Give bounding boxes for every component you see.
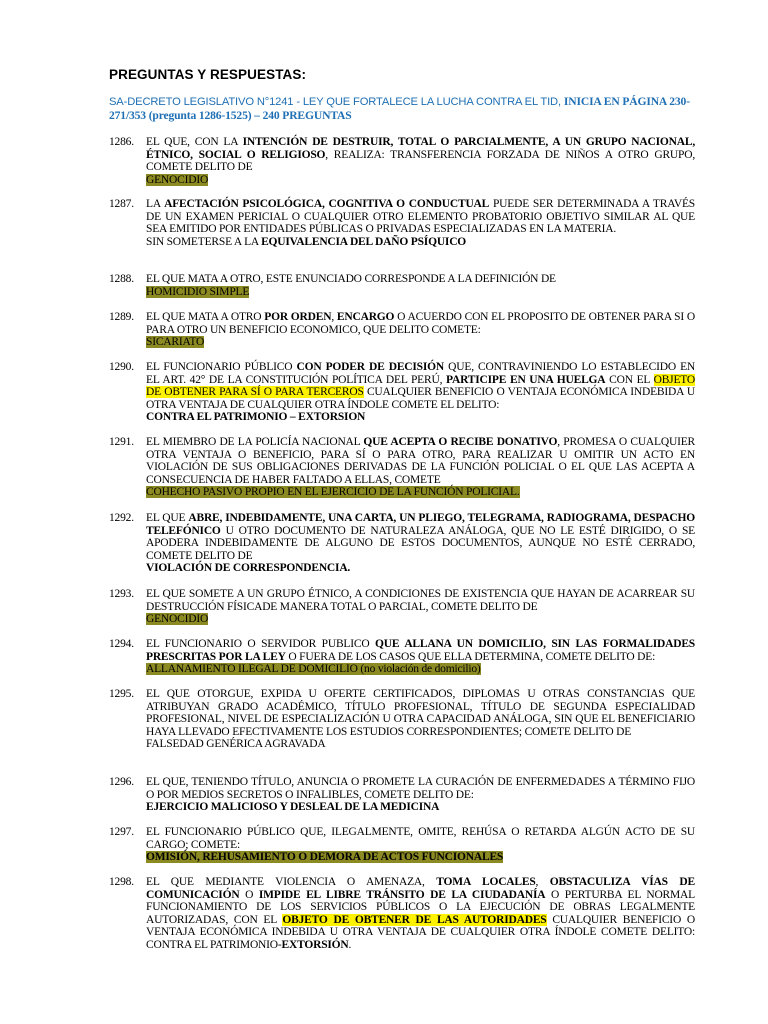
text-run: O — [239, 888, 259, 901]
text-run: O FUERA DE LOS CASOS QUE ELLA DETERMINA, COMETE DELITO DE: — [285, 650, 656, 663]
text-run: EL QUE MATA A OTRO, ESTE ENUNCIADO CORRESPONDE A LA DEFINICIÓN DE — [146, 273, 556, 285]
question-text — [146, 776, 695, 801]
question-1296 — [109, 776, 695, 814]
bold-run: ABRE, INDEBIDAMENTE, UNA CARTA, UN PLIEGO, TELEGRAMA, RADIOGRAMA, DESPACHO TELEFÓNICO — [146, 512, 696, 537]
answer-highlight: SICARIATO — [146, 336, 205, 349]
text-run: CUALQUIER BENEFICIO O VENTAJA ECONÓMICA INDEBIDA U OTRA VENTAJA DE CUALQUIER OTRA ÍNDOLE COMETE DELITO: CONTRA EL PATRIMONIO- — [146, 913, 695, 951]
text-run: , PROMESA O CUALQUIER OTRA VENTAJA O BENEFICIO, PARA SÍ O PARA OTRO, PARA REALIZAR U OMITIR UN ACTO EN VIOLACIÓN DE SUS OBLIGACIONES DERIVADAS DE LA FUNCIÓN POLICIAL O EL QUE LAS ACEPTA A CONSECUENCIA DE HABER FALTADO A ELLAS, COMETE — [146, 436, 695, 486]
question-1287 — [109, 198, 695, 248]
question-number: 1294. — [109, 638, 134, 650]
question-text — [146, 876, 695, 952]
section-subtitle — [109, 95, 695, 123]
text-run: QUE, CONTRAVINIENDO LO ESTABLECIDO EN EL ART. 42° DE LA CONSTITUCIÓN POLÍTICA DEL PERÚ, — [146, 361, 695, 386]
text-run: EL QUE MEDIANTE VIOLENCIA O AMENAZA, — [146, 876, 437, 888]
subtitle-bold-text: INICIA EN PÁGINA 230-271/353 (pregunta 1286-1525) – 240 PREGUNTAS — [109, 95, 690, 122]
subtitle-text: SA-DECRETO LEGISLATIVO N°1241 - LEY QUE FORTALECE LA LUCHA CONTRA EL TID, — [109, 96, 564, 108]
text-run: EL FUNCIONARIO O SERVIDOR PUBLICO — [146, 638, 376, 650]
question-number: 1288. — [109, 273, 134, 285]
bold-run: PARTICIPE EN UNA HUELGA — [446, 373, 606, 386]
question-1290 — [109, 361, 695, 424]
question-number: 1293. — [109, 588, 134, 600]
text-run: EL QUE MATA A OTRO — [146, 311, 265, 323]
question-answer — [146, 236, 695, 249]
text-run: O PERTURBA EL NORMAL FUNCIONAMIENTO DE LOS SERVICIOS PÚBLICOS O LA EJECUCIÓN DE OBRAS LEGALMENTE AUTORIZADAS, CON EL — [146, 888, 695, 926]
text-run: , REALIZA: TRANSFERENCIA FORZADA DE NIÑOS A OTRO GRUPO, COMETE DELITO DE — [146, 148, 695, 174]
question-text — [146, 436, 695, 486]
question-text — [146, 688, 695, 738]
question-1298 — [109, 876, 695, 952]
text-run: CUALQUIER BENEFICIO O VENTAJA ECONÓMICA INDEBIDA U OTRA VENTAJA DE CUALQUIER OTRA ÍNDOLE COMETE EL DELITO: — [146, 386, 695, 411]
question-answer — [146, 613, 695, 626]
question-text — [146, 638, 695, 663]
answer-highlight: HOMICIDIO SIMPLE — [146, 285, 250, 298]
yellow-highlight: OBJETO DE OBTENER DE LAS AUTORIDADES — [282, 913, 547, 926]
question-1293 — [109, 588, 695, 626]
answer-highlight: GENOCIDIO — [146, 173, 209, 186]
text-run: U OTRO DOCUMENTO DE NATURALEZA ANÁLOGA, QUE NO LE ESTÉ DIRIGIDO, O SE APODERA INDEBIDAMENTE DE ALGUNO DE ESTOS DOCUMENTOS, AUNQUE NO ESTÉ CERRADO, COMETE DELITO DE — [146, 524, 695, 562]
text-run: . — [348, 938, 352, 951]
answer-highlight: ALLANAMIENTO ILEGAL DE DOMICILIO (no violación de domicilio) — [146, 663, 481, 676]
bold-run: EQUIVALENCIA DEL DAÑO PSÍQUICO — [261, 235, 467, 248]
question-text — [146, 826, 695, 851]
question-number: 1289. — [109, 311, 134, 323]
question-text — [146, 273, 695, 286]
text-run: EL MIEMBRO DE LA POLICÍA NACIONAL — [146, 436, 364, 448]
question-text — [146, 198, 695, 236]
text-run: EL QUE, CON LA — [146, 136, 243, 148]
question-number: 1292. — [109, 512, 134, 524]
answer-text: FALSEDAD GENÉRICA AGRAVADA — [146, 738, 326, 751]
answer-highlight: GENOCIDIO — [146, 613, 209, 626]
text-run: SIN SOMETERSE A LA — [146, 235, 262, 248]
text-run: EL QUE OTORGUE, EXPIDA U OFERTE CERTIFICADOS, DIPLOMAS U OTRAS CONSTANCIAS QUE ATRIBUYAN GRADO ACADÉMICO, TÍTULO PROFESIONAL, TÍTULO DE SEGUNDA ESPECIALIDAD PROFESIONAL, NIVEL DE ESPECIALIZACIÓN U OTRA CAPACIDAD ANÁLOGA, SIN QUE EL BENEFICIARIO HAYA LLEVADO EFECTIVAMENTE LOS ESTUDIOS CORRESPONDIENTES; COMETE DELITO DE — [146, 688, 695, 738]
bold-run: AFECTACIÓN PSICOLÓGICA, COGNITIVA O CONDUCTUAL — [164, 198, 490, 210]
question-answer — [146, 663, 695, 676]
page-title: PREGUNTAS Y RESPUESTAS: — [109, 67, 307, 82]
question-answer — [146, 286, 695, 299]
question-number: 1290. — [109, 361, 134, 373]
bold-run: OBSTACULIZA VÍAS DE COMUNICACIÓN — [146, 876, 695, 901]
question-answer — [146, 562, 695, 575]
bold-run: EXTORSIÓN — [281, 938, 349, 951]
question-number: 1297. — [109, 826, 134, 838]
question-answer — [146, 486, 695, 499]
yellow-highlight: OBJETO DE OBTENER PARA SÍ O PARA TERCEROS — [146, 373, 695, 399]
question-number: 1291. — [109, 436, 134, 448]
bold-run: QUE ACEPTA O RECIBE DONATIVO — [363, 436, 558, 448]
question-answer — [146, 851, 695, 864]
question-number: 1286. — [109, 136, 134, 148]
answer-highlight: OMISIÓN, REHUSAMIENTO O DEMORA DE ACTOS FUNCIONALES — [146, 851, 504, 864]
question-1286 — [109, 136, 695, 186]
text-run: EL QUE — [146, 512, 189, 524]
question-1297 — [109, 826, 695, 864]
bold-run: TOMA LOCALES — [436, 876, 536, 888]
question-answer — [146, 738, 695, 751]
text-run: CON EL — [605, 373, 654, 386]
question-answer — [146, 801, 695, 814]
question-1294 — [109, 638, 695, 676]
bold-run: CON PODER DE DECISIÓN — [296, 361, 445, 373]
question-number: 1298. — [109, 876, 134, 888]
question-number: 1295. — [109, 688, 134, 700]
question-1295 — [109, 688, 695, 751]
question-1292 — [109, 512, 695, 575]
question-answer — [146, 411, 695, 424]
question-text — [146, 588, 695, 613]
text-run: EL QUE SOMETE A UN GRUPO ÉTNICO, A CONDICIONES DE EXISTENCIA QUE HAYAN DE ACARREAR SU DESTRUCCIÓN FÍSICADE MANERA TOTAL O PARCIAL, COMETE DELITO DE — [146, 588, 695, 613]
question-text — [146, 311, 695, 336]
text-run: EL FUNCIONARIO PÚBLICO QUE, ILEGALMENTE, OMITE, REHÚSA O RETARDA ALGÚN ACTO DE SU CARGO; COMETE: — [146, 826, 695, 851]
text-run: , — [535, 876, 550, 888]
bold-run: VIOLACIÓN DE CORRESPONDENCIA. — [146, 562, 351, 575]
bold-run: IMPIDE EL LIBRE TRÁNSITO DE LA CIUDADANÍA — [258, 888, 546, 901]
question-1289 — [109, 311, 695, 349]
question-1288 — [109, 273, 695, 298]
question-answer — [146, 336, 695, 349]
question-answer — [146, 174, 695, 187]
bold-run: CONTRA EL PATRIMONIO – EXTORSION — [146, 411, 366, 424]
question-text — [146, 512, 695, 562]
text-run: O ACUERDO CON EL PROPOSITO DE OBTENER PARA SI O PARA OTRO UN BENEFICIO ECONOMICO, QUE DELITO COMETE: — [146, 311, 695, 336]
text-run: LA — [146, 198, 165, 210]
text-run: , — [331, 311, 337, 323]
bold-run: POR ORDEN — [264, 311, 332, 323]
bold-run: INTENCIÓN DE DESTRUIR, TOTAL O PARCIALMENTE, A UN GRUPO NACIONAL, ÉTNICO, SOCIAL O RELIGIOSO — [146, 136, 695, 161]
question-1291 — [109, 436, 695, 499]
question-text — [146, 361, 695, 411]
question-number: 1296. — [109, 776, 134, 788]
answer-highlight: COHECHO PASIVO PROPIO EN EL EJERCICIO DE LA FUNCIÓN POLICIAL. — [146, 486, 520, 499]
question-number: 1287. — [109, 198, 134, 210]
text-run: PUEDE SER DETERMINADA A TRAVÉS DE UN EXAMEN PERICIAL O CUALQUIER OTRO ELEMENTO PROBATORIO OBJETIVO SIMILAR AL QUE SEA EMITIDO POR ENTIDADES PÚBLICAS O PRIVADAS ESPECIALIZADAS EN LA MATERIA. — [146, 198, 695, 236]
bold-run: ENCARGO — [336, 311, 395, 323]
question-text — [146, 136, 695, 174]
bold-run: QUE ALLANA UN DOMICILIO, SIN LAS FORMALIDADES PRESCRITAS POR LA LEY — [146, 638, 695, 663]
text-run: EL QUE, TENIENDO TÍTULO, ANUNCIA O PROMETE LA CURACIÓN DE ENFERMEDADES A TÉRMINO FIJO O POR MEDIOS SECRETOS O INFALIBLES, COMETE DELITO DE: — [146, 776, 695, 801]
text-run: EL FUNCIONARIO PÚBLICO — [146, 361, 297, 373]
bold-run: EJERCICIO MALICIOSO Y DESLEAL DE LA MEDICINA — [146, 801, 440, 814]
